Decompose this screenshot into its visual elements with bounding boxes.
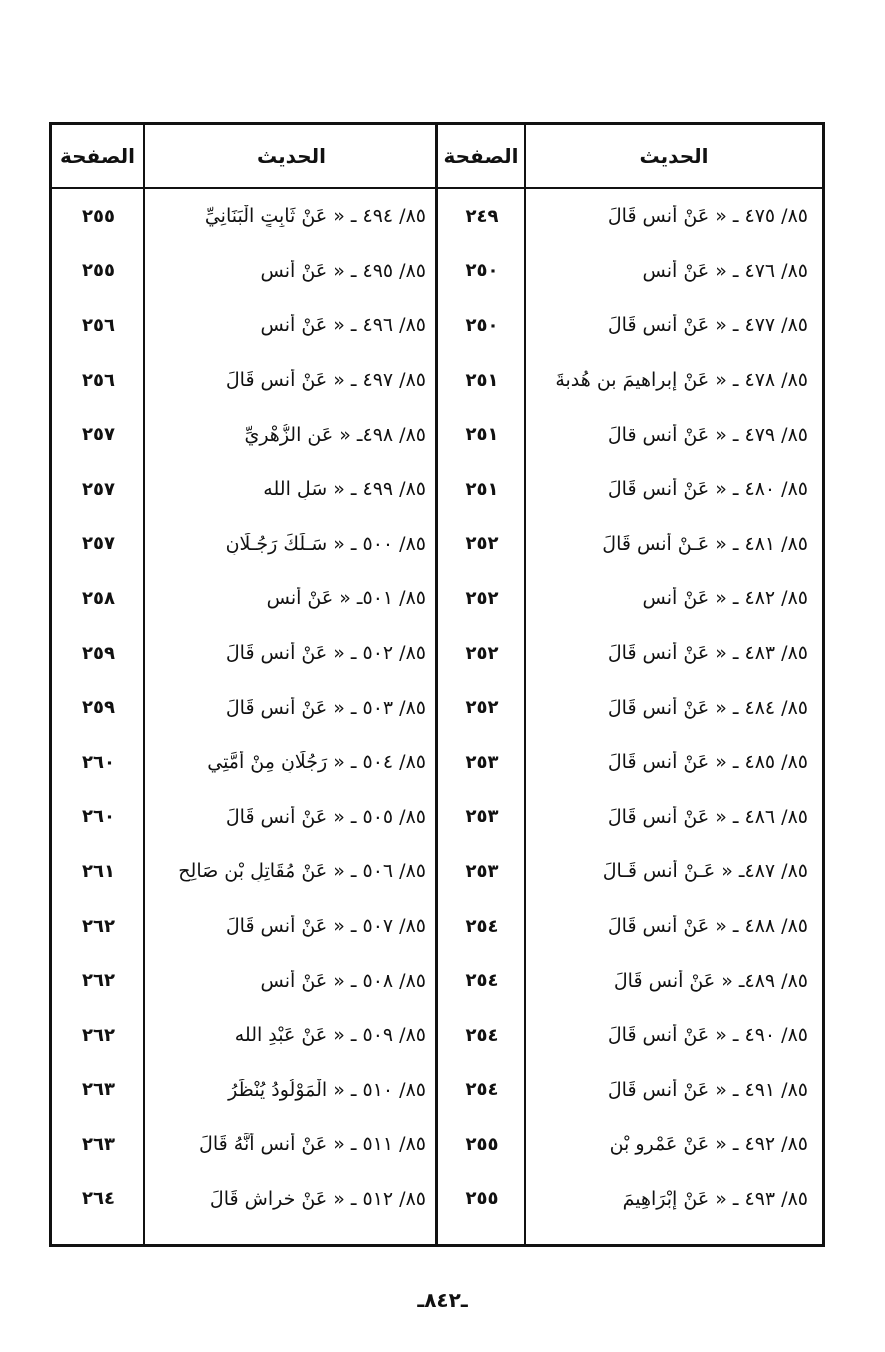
table-row (52, 953, 438, 1008)
hadith-cell: ٨٥/ ٥٠٤ ـ « رَجُلَانِ مِنْ أُمَّتِي (207, 751, 426, 774)
hadith-cell: ٨٥/ ٤٨٨ ـ « عَنْ أَنسٍ قَالَ (607, 915, 808, 938)
header-hadith: الحديث (257, 144, 327, 168)
hadith-cell: ٨٥/ ٥٠٢ ـ « عَنْ أَنسٍ قَالَ (225, 642, 426, 665)
table-row (52, 244, 438, 299)
header-page: الصفحة (438, 125, 526, 187)
table-row (52, 462, 438, 517)
table-row (438, 407, 822, 462)
hadith-cell: ٨٥/ ٤٨٩ـ « عَنْ أَنسٍ قَالَ (613, 969, 808, 992)
table-row (438, 1063, 822, 1118)
hadith-cell: ٨٥/ ٤٧٧ ـ « عَنْ أنسٍ قَالَ (607, 314, 808, 337)
hadith-cell: ٨٥/ ٤٧٩ ـ « عَنْ أنسٍ قالَ (607, 423, 808, 446)
page-cell: ٢٥٣ (465, 806, 499, 828)
table-row (52, 844, 438, 899)
hadith-cell: ٨٥/ ٤٩٢ ـ « عَنْ عَمْرِو بْنِ (609, 1133, 808, 1156)
table-left-half (52, 125, 438, 1244)
hadith-cell: ٨٥/ ٥٠٠ ـ « سَـلَكَ رَجُـلَانِ (225, 532, 426, 555)
hadith-cell: ٨٥/ ٥١٠ ـ « الْمَوْلُودُ يُنْظَرُ (228, 1078, 426, 1101)
page-number: ـ٨٤٢ـ (417, 1288, 468, 1312)
table-row (438, 844, 822, 899)
page-cell: ٢٥١ (465, 369, 499, 391)
table-row (438, 353, 822, 408)
table-row (52, 899, 438, 954)
table-row (52, 189, 438, 244)
page-cell: ٢٦٢ (82, 970, 115, 992)
page-cell: ٢٥٩ (82, 642, 115, 664)
table-rows (438, 189, 822, 1244)
hadith-cell: ٨٥/ ٤٨٠ ـ « عَنْ أَنسٍ قَالَ (607, 478, 808, 501)
page-cell: ٢٥٠ (465, 260, 499, 282)
page-cell: ٢٥٢ (465, 533, 499, 555)
table-row (438, 626, 822, 681)
hadith-cell: ٨٥/ ٤٩٤ ـ « عَنْ ثَابِتٍ الْبَنَانِيِّ (204, 205, 426, 228)
hadith-cell: ٨٥/ ٥٠١ـ « عَنْ أَنسٍ (266, 587, 426, 610)
page-cell: ٢٥٨ (82, 587, 115, 609)
hadith-cell: ٨٥/ ٥٠٥ ـ « عَنْ أَنسٍ قَالَ (225, 805, 426, 828)
page-cell: ٢٥٤ (465, 1024, 499, 1046)
page-cell: ٢٥١ (465, 478, 499, 500)
page-cell: ٢٥٤ (465, 1079, 499, 1101)
table-header (52, 125, 438, 189)
hadith-cell: ٨٥/ ٥١٢ ـ « عَنْ خراش قَالَ (209, 1187, 426, 1210)
column-divider (524, 189, 526, 1244)
header-hadith: الحديث (639, 144, 709, 168)
hadith-cell: ٨٥/ ٥٠٧ ـ « عَنْ أَنسٍ قَالَ (225, 915, 426, 938)
hadith-cell: ٨٥/ ٤٨٦ ـ « عَنْ أَنسٍ قَالَ (607, 805, 808, 828)
table-row (438, 1172, 822, 1227)
table-row (438, 1008, 822, 1063)
table-row (52, 1117, 438, 1172)
page-cell: ٢٥٦ (82, 314, 115, 336)
page-cell: ٢٥٣ (465, 751, 499, 773)
column-divider (143, 189, 145, 1244)
page-cell: ٢٥٢ (465, 642, 499, 664)
table-row (52, 626, 438, 681)
page-cell: ٢٦١ (82, 860, 115, 882)
table-row (438, 298, 822, 353)
table-row (52, 571, 438, 626)
hadith-cell: ٨٥/ ٤٩٠ ـ « عَنْ أَنسٍ قَالَ (607, 1024, 808, 1047)
hadith-cell: ٨٥/ ٤٩٣ ـ « عَنْ إبْرَاهِيمَ (622, 1187, 808, 1210)
page-cell: ٢٥٧ (82, 533, 115, 555)
page-cell: ٢٥٩ (82, 697, 115, 719)
header-page: الصفحة (52, 125, 145, 187)
page-cell: ٢٥٢ (465, 697, 499, 719)
table-row (52, 353, 438, 408)
table-row (52, 680, 438, 735)
page-cell: ٢٥٥ (82, 260, 115, 282)
table-row (52, 298, 438, 353)
table-right-half (435, 125, 822, 1244)
table-row (438, 517, 822, 572)
page-cell: ٢٥٥ (465, 1188, 499, 1210)
hadith-cell: ٨٥/ ٤٩١ ـ « عَنْ أَنسٍ قَالَ (607, 1078, 808, 1101)
hadith-cell: ٨٥/ ٤٧٨ ـ « عَنْ إبراهيمَ بن هُدبةَ (555, 369, 808, 392)
page-cell: ٢٦٢ (82, 915, 115, 937)
page-cell: ٢٥٦ (82, 369, 115, 391)
table-header (438, 125, 822, 189)
table-rows (52, 189, 438, 1244)
page-cell: ٢٦٠ (82, 751, 115, 773)
page-cell: ٢٥٠ (465, 314, 499, 336)
hadith-cell: ٨٥/ ٤٨٥ ـ « عَنْ أَنسٍ قَالَ (607, 751, 808, 774)
table-row (52, 735, 438, 790)
page-cell: ٢٥٢ (465, 587, 499, 609)
hadith-cell: ٨٥/ ٥١١ ـ « عَنْ أَنسٍ أَنَّهُ قَالَ (199, 1133, 426, 1156)
page-cell: ٢٥٧ (82, 478, 115, 500)
page-cell: ٢٥٤ (465, 915, 499, 937)
page-cell: ٢٤٩ (465, 205, 499, 227)
hadith-index-table (49, 122, 825, 1247)
hadith-cell: ٨٥/ ٤٩٥ ـ « عَنْ أَنسٍ (260, 259, 426, 282)
table-row (52, 1008, 438, 1063)
page-cell: ٢٥٧ (82, 424, 115, 446)
page-cell: ٢٥٤ (465, 970, 499, 992)
table-row (438, 735, 822, 790)
table-row (438, 1117, 822, 1172)
hadith-cell: ٨٥/ ٤٧٦ ـ « عَنْ أنسٍ (642, 259, 808, 282)
hadith-cell: ٨٥/ ٤٨٧ـ « عَـنْ أَنسٍ قَـالَ (602, 860, 808, 883)
page-cell: ٢٦٢ (82, 1024, 115, 1046)
hadith-cell: ٨٥/ ٤٩٧ ـ « عَنْ أَنسٍ قَالَ (225, 369, 426, 392)
page-cell: ٢٥١ (465, 424, 499, 446)
hadith-cell: ٨٥/ ٥٠٣ ـ « عَنْ أَنسٍ قَالَ (225, 696, 426, 719)
table-row (438, 680, 822, 735)
table-row (438, 899, 822, 954)
hadith-cell: ٨٥/ ٥٠٩ ـ « عَنْ عَبْدِ الله (234, 1024, 426, 1047)
page-cell: ٢٥٥ (465, 1133, 499, 1155)
table-row (52, 790, 438, 845)
table-row (52, 517, 438, 572)
table-row (52, 1172, 438, 1227)
hadith-cell: ٨٥/ ٥٠٨ ـ « عَنْ أَنسٍ (260, 969, 426, 992)
table-row (438, 189, 822, 244)
page-cell: ٢٥٥ (82, 205, 115, 227)
hadith-cell: ٨٥/ ٤٨٢ ـ « عَنْ أَنسٍ (642, 587, 808, 610)
table-row (438, 244, 822, 299)
table-row (438, 790, 822, 845)
hadith-cell: ٨٥/ ٤٨٤ ـ « عَنْ أَنسٍ قَالَ (607, 696, 808, 719)
page-cell: ٢٦٤ (82, 1188, 115, 1210)
table-row (52, 407, 438, 462)
table-row (438, 462, 822, 517)
hadith-cell: ٨٥/ ٤٩٦ ـ « عَنْ أَنسٍ (260, 314, 426, 337)
hadith-cell: ٨٥/ ٤٧٥ ـ « عَنْ أنس قَالَ (607, 205, 808, 228)
page-cell: ٢٦٣ (82, 1133, 115, 1155)
table-row (438, 953, 822, 1008)
hadith-cell: ٨٥/ ٥٠٦ ـ « عَنْ مُقَاتِلِ بْنِ صَالِحٍ (178, 860, 426, 883)
page-cell: ٢٥٣ (465, 860, 499, 882)
page-cell: ٢٦٣ (82, 1079, 115, 1101)
hadith-cell: ٨٥/ ٤٩٩ ـ « سَلِ الله (263, 478, 426, 501)
hadith-cell: ٨٥/ ٤٩٨ـ « عَن الزُّهْرِيِّ (244, 423, 426, 446)
hadith-cell: ٨٥/ ٤٨٣ ـ « عَنْ أَنسٍ قَالَ (607, 642, 808, 665)
page-cell: ٢٦٠ (82, 806, 115, 828)
table-row (52, 1063, 438, 1118)
table-row (438, 571, 822, 626)
hadith-cell: ٨٥/ ٤٨١ ـ « عَـنْ أَنسٍ قَالَ (602, 532, 808, 555)
